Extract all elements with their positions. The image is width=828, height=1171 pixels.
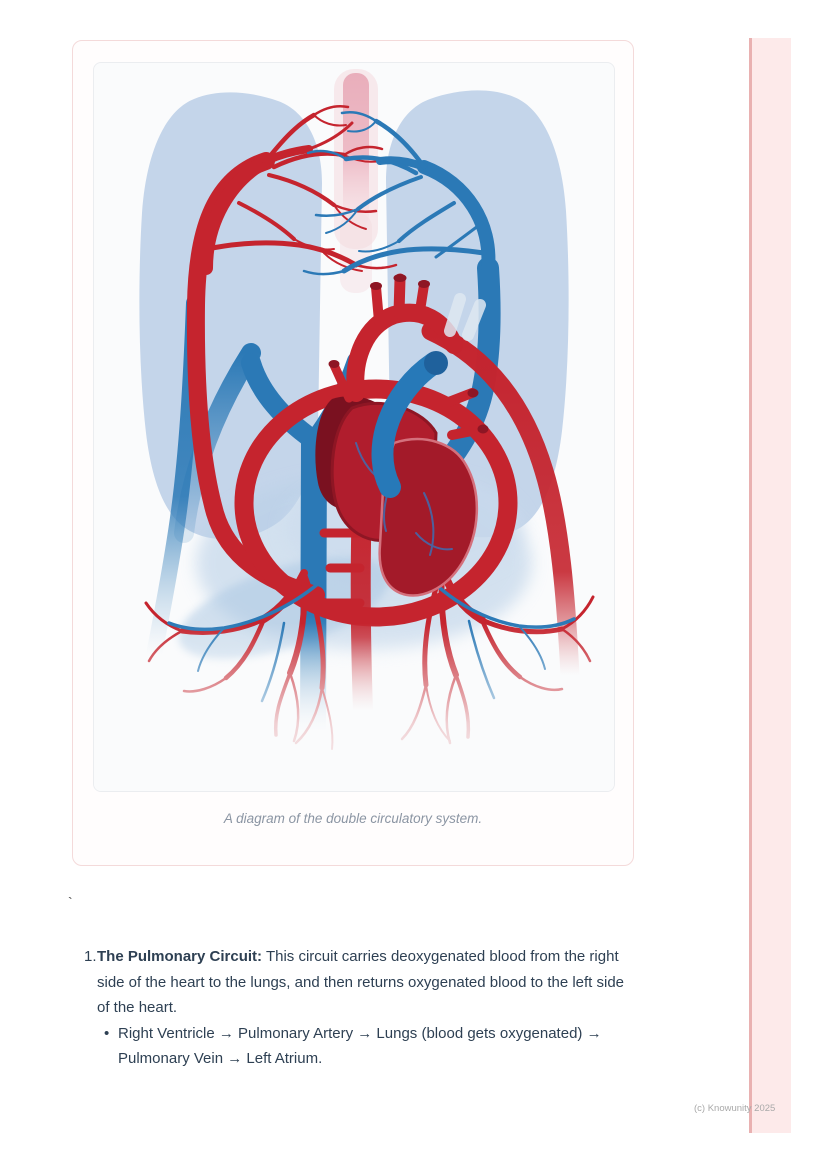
circulatory-system-illustration [94, 63, 614, 791]
list-item-pulmonary-circuit [84, 944, 633, 1072]
figure-caption: A diagram of the double circulatory system. [223, 811, 483, 826]
list-item-body [97, 944, 633, 1072]
stray-backtick: ` [68, 894, 73, 910]
list-number: 1. [84, 948, 97, 965]
list-item-text: This circuit carries deoxygenated blood from the right side of the heart to the lungs, and then returns oxygenated blood to the left side of the heart. [97, 948, 625, 1016]
right-margin-stripe [749, 38, 791, 1133]
bullet-marker: • [104, 1024, 110, 1042]
figure-card [93, 62, 615, 792]
notes-content [84, 944, 633, 1072]
list-item-title: The Pulmonary Circuit: [97, 948, 263, 965]
bottom-fade [94, 623, 614, 791]
bullet-text: Right Ventricle → Pulmonary Artery → Lungs (blood gets oxygenated) → Pulmonary Vein → Left Atrium. [118, 1024, 602, 1067]
bullet-item [97, 1021, 633, 1072]
copyright-text: (c) Knowunity 2025 [694, 1103, 776, 1114]
figure-frame [72, 40, 634, 866]
